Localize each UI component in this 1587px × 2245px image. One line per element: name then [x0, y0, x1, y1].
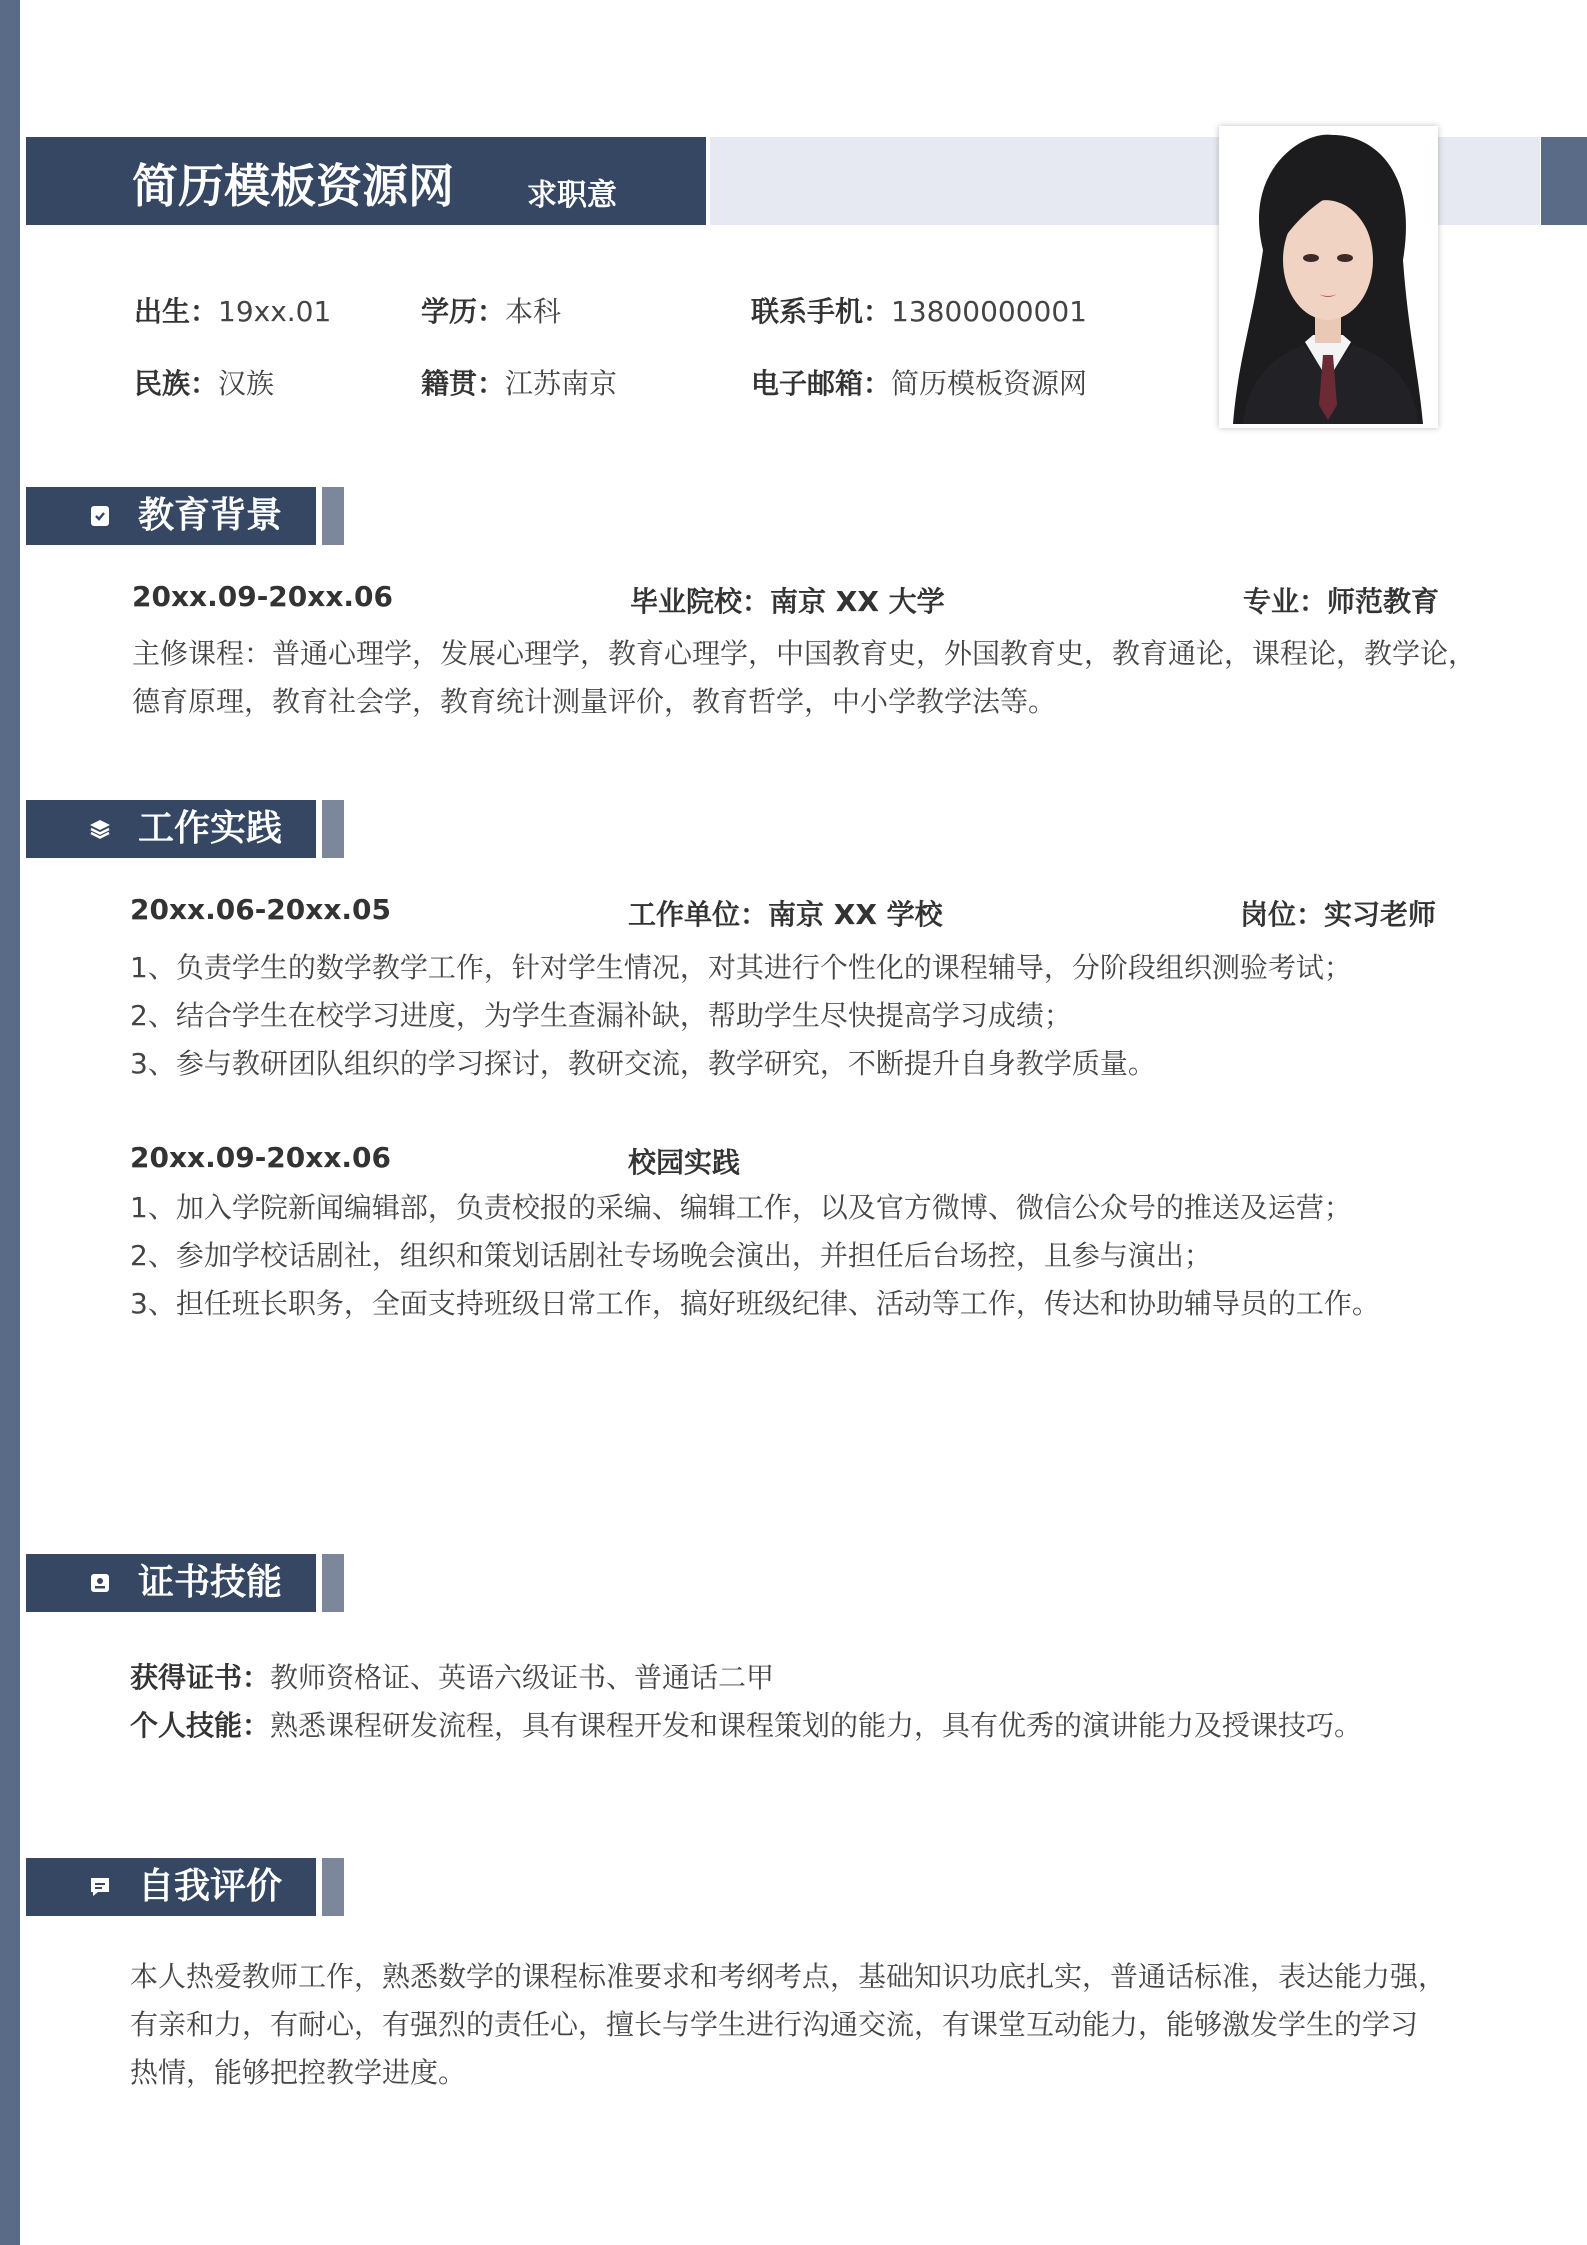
section-header-self-eval — [26, 1858, 344, 1916]
education-period: 20xx.09-20xx.06 — [132, 580, 393, 613]
section-title: 教育背景 — [138, 495, 283, 536]
certs-line: 获得证书：教师资格证、英语六级证书、普通话二甲 — [130, 1661, 775, 1694]
job-intent: 求职意 — [527, 178, 617, 213]
self-eval-line1: 本人热爱教师工作，熟悉数学的课程标准要求和考纲考点，基础知识功底扎实，普通话标准，表达能力强， — [130, 1960, 1447, 1993]
work-duty: 1、负责学生的数学教学工作，针对学生情况，对其进行个性化的课程辅导，分阶段组织测验考试； — [130, 951, 1352, 984]
certificate-icon — [88, 1571, 112, 1595]
work-post: 岗位：实习老师 — [1240, 898, 1437, 931]
work-duty: 2、结合学生在校学习进度，为学生查漏补缺，帮助学生尽快提高学习成绩； — [130, 999, 1072, 1032]
section-title: 自我评价 — [138, 1866, 283, 1907]
info-phone: 联系手机：13800000001 — [751, 295, 1087, 328]
self-eval-line2: 有亲和力，有耐心，有强烈的责任心，擅长与学生进行沟通交流，有课堂互动能力，能够激发学生的学习 — [130, 2008, 1419, 2041]
info-ethnicity: 民族：汉族 — [134, 367, 275, 400]
education-school: 毕业院校：南京 XX 大学 — [630, 585, 945, 618]
campus-item: 1、加入学院新闻编辑部，负责校报的采编、编辑工作，以及官方微博、微信公众号的推送及运营； — [130, 1191, 1352, 1224]
info-native-place: 籍贯：江苏南京 — [421, 367, 618, 400]
education-courses-line2: 德育原理，教育社会学，教育统计测量评价，教育哲学，中小学教学法等。 — [132, 685, 1057, 718]
work-unit: 工作单位：南京 XX 学校 — [628, 898, 943, 931]
section-bar-tail — [322, 487, 344, 545]
section-bar-tail — [322, 800, 344, 858]
campus-item: 2、参加学校话剧社，组织和策划话剧社专场晚会演出，并担任后台场控，且参与演出； — [130, 1239, 1212, 1272]
section-bar-tail — [322, 1554, 344, 1612]
info-education: 学历：本科 — [421, 295, 562, 328]
education-major: 专业：师范教育 — [1243, 585, 1440, 618]
section-title: 工作实践 — [138, 808, 283, 849]
campus-title: 校园实践 — [628, 1146, 741, 1179]
info-email: 电子邮箱：简历模板资源网 — [751, 367, 1088, 400]
section-bar-tail — [322, 1858, 344, 1916]
campus-period: 20xx.09-20xx.06 — [130, 1141, 391, 1174]
layers-icon — [88, 817, 112, 841]
section-title: 证书技能 — [138, 1562, 283, 1603]
profile-photo — [1219, 126, 1438, 428]
self-eval-line3: 热情，能够把控教学进度。 — [130, 2056, 467, 2089]
left-accent-rail — [0, 0, 20, 2245]
bookmark-icon — [88, 504, 112, 528]
portrait-illustration — [1223, 130, 1434, 424]
education-courses-line1: 主修课程：普通心理学，发展心理学，教育心理学，中国教育史，外国教育史，教育通论，课程论，教学论， — [132, 637, 1477, 670]
campus-item: 3、担任班长职务，全面支持班级日常工作，搞好班级纪律、活动等工作，传达和协助辅导员的工作。 — [130, 1287, 1380, 1320]
header-end-block — [1541, 137, 1587, 225]
resume-name: 简历模板资源网 — [132, 159, 454, 213]
section-header-education — [26, 487, 344, 545]
skills-line: 个人技能：熟悉课程研发流程，具有课程开发和课程策划的能力，具有优秀的演讲能力及授课技巧。 — [130, 1709, 1363, 1742]
work-duty: 3、参与教研团队组织的学习探讨，教研交流，教学研究，不断提升自身教学质量。 — [130, 1047, 1156, 1080]
section-header-certs — [26, 1554, 344, 1612]
info-birth: 出生：19xx.01 — [134, 295, 332, 328]
section-header-work — [26, 800, 344, 858]
work-period: 20xx.06-20xx.05 — [130, 893, 391, 926]
comment-icon — [88, 1875, 112, 1899]
